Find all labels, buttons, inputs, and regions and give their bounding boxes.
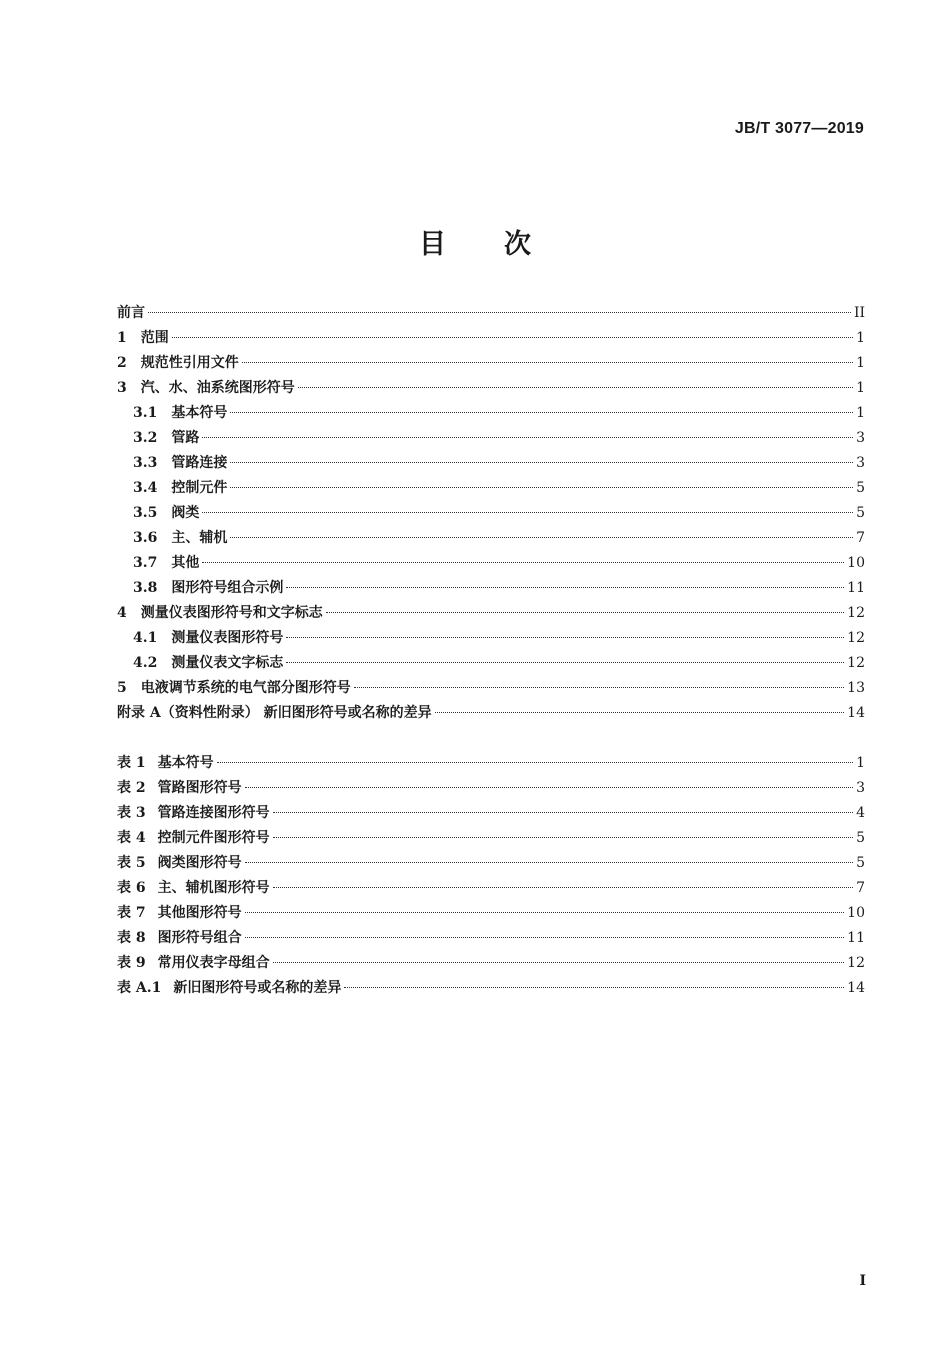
entry-page: 12 (847, 655, 865, 671)
entry-label: 主、辅机图形符号 (157, 880, 270, 896)
entry-page: 13 (847, 680, 865, 696)
entry-number: 2 (117, 355, 127, 371)
table-entry[interactable] (117, 751, 865, 776)
entry-page: 14 (847, 705, 865, 721)
dot-leader (273, 887, 853, 888)
dot-leader (344, 987, 844, 988)
entry-number: 3.3 (133, 455, 158, 471)
entry-page: 14 (847, 980, 865, 996)
entry-page: II (853, 305, 865, 321)
table-entry[interactable] (117, 776, 865, 801)
dot-leader (217, 762, 853, 763)
dot-leader (245, 912, 845, 913)
dot-leader (435, 712, 845, 713)
entry-label: 控制元件图形符号 (157, 830, 270, 846)
dot-leader (286, 662, 844, 663)
table-entry[interactable] (117, 901, 865, 926)
entry-label: 测量仪表图形符号和文字标志 (140, 605, 323, 621)
toc-entry[interactable] (117, 526, 865, 551)
entry-number: 表 A.1 (117, 980, 162, 996)
dot-leader (245, 787, 853, 788)
standard-code: JB/T 3077—2019 (734, 120, 864, 137)
entry-label: 基本符号 (171, 405, 228, 421)
toc-entry[interactable] (117, 551, 865, 576)
table-entry[interactable] (117, 876, 865, 901)
entry-label: 阀类 (171, 505, 200, 521)
contents-list (117, 301, 865, 726)
entry-page: 5 (856, 830, 865, 846)
dot-leader (286, 637, 844, 638)
entry-number: 3.1 (133, 405, 158, 421)
entry-label: 附录 A（资料性附录） 新旧图形符号或名称的差异 (117, 705, 432, 721)
dot-leader (242, 362, 853, 363)
entry-label: 测量仪表文字标志 (171, 655, 284, 671)
dot-leader (354, 687, 844, 688)
dot-leader (326, 612, 844, 613)
entry-page: 1 (856, 355, 865, 371)
table-entry[interactable] (117, 826, 865, 851)
entry-number: 4.1 (133, 630, 158, 646)
entry-label: 主、辅机 (171, 530, 228, 546)
entry-page: 3 (856, 780, 865, 796)
page-number: I (859, 1273, 866, 1289)
dot-leader (286, 587, 844, 588)
entry-label: 规范性引用文件 (140, 355, 239, 371)
toc-entry[interactable] (117, 376, 865, 401)
dot-leader (245, 937, 845, 938)
entry-number: 3.6 (133, 530, 158, 546)
dot-leader (230, 412, 853, 413)
dot-leader (172, 337, 853, 338)
toc-entry[interactable] (117, 451, 865, 476)
dot-leader (273, 962, 845, 963)
dot-leader (230, 462, 853, 463)
entry-number: 表 2 (117, 780, 146, 796)
entry-number: 表 4 (117, 830, 146, 846)
entry-label: 控制元件 (171, 480, 228, 496)
entry-label: 图形符号组合 (157, 930, 242, 946)
dot-leader (245, 862, 853, 863)
entry-number: 3 (117, 380, 127, 396)
table-entry[interactable] (117, 976, 865, 1001)
entry-label: 前言 (117, 305, 145, 321)
entry-page: 1 (856, 380, 865, 396)
entry-label: 测量仪表图形符号 (171, 630, 284, 646)
dot-leader (230, 487, 853, 488)
entry-label: 图形符号组合示例 (171, 580, 284, 596)
toc-entry[interactable] (117, 651, 865, 676)
entry-number: 5 (117, 680, 127, 696)
entry-page: 12 (847, 605, 865, 621)
toc-entry[interactable] (117, 351, 865, 376)
entry-number: 1 (117, 330, 127, 346)
entry-page: 12 (847, 630, 865, 646)
toc-entry[interactable] (117, 626, 865, 651)
dot-leader (148, 312, 851, 313)
entry-page: 1 (856, 405, 865, 421)
entry-page: 7 (856, 530, 865, 546)
tables-list (117, 751, 865, 1001)
dot-leader (202, 437, 853, 438)
entry-page: 4 (856, 805, 865, 821)
entry-label: 管路连接 (171, 455, 228, 471)
table-entry[interactable] (117, 926, 865, 951)
entry-page: 3 (856, 430, 865, 446)
entry-page: 12 (847, 955, 865, 971)
entry-page: 1 (856, 755, 865, 771)
dot-leader (273, 812, 853, 813)
entry-page: 3 (856, 455, 865, 471)
entry-number: 4.2 (133, 655, 158, 671)
toc-entry[interactable] (117, 326, 865, 351)
toc-entry[interactable] (117, 426, 865, 451)
entry-page: 5 (856, 505, 865, 521)
table-entry[interactable] (117, 951, 865, 976)
toc-entry[interactable] (117, 476, 865, 501)
dot-leader (202, 512, 853, 513)
entry-label: 管路图形符号 (157, 780, 242, 796)
entry-number: 表 7 (117, 905, 146, 921)
page-title: 目次 (419, 229, 589, 260)
entry-number: 表 6 (117, 880, 146, 896)
toc-entry[interactable] (117, 401, 865, 426)
entry-number: 3.2 (133, 430, 158, 446)
toc-entry[interactable] (117, 601, 865, 626)
entry-number: 表 9 (117, 955, 146, 971)
entry-page: 10 (847, 905, 865, 921)
table-entry[interactable] (117, 801, 865, 826)
toc-entry[interactable] (117, 701, 865, 726)
entry-label: 其他 (171, 555, 200, 571)
entry-page: 7 (856, 880, 865, 896)
entry-label: 常用仪表字母组合 (157, 955, 270, 971)
entry-number: 表 3 (117, 805, 146, 821)
table-entry[interactable] (117, 851, 865, 876)
entry-label: 阀类图形符号 (157, 855, 242, 871)
entry-number: 3.7 (133, 555, 158, 571)
entry-label: 汽、水、油系统图形符号 (140, 380, 295, 396)
toc-entry[interactable] (117, 301, 865, 326)
toc-entry[interactable] (117, 501, 865, 526)
entry-number: 表 5 (117, 855, 146, 871)
entry-page: 11 (847, 930, 865, 946)
entry-label: 基本符号 (157, 755, 214, 771)
toc-entry[interactable] (117, 576, 865, 601)
dot-leader (298, 387, 853, 388)
entry-page: 5 (856, 480, 865, 496)
entry-number: 3.5 (133, 505, 158, 521)
entry-number: 4 (117, 605, 127, 621)
entry-number: 表 8 (117, 930, 146, 946)
dot-leader (273, 837, 853, 838)
entry-number: 3.4 (133, 480, 158, 496)
entry-page: 1 (856, 330, 865, 346)
entry-page: 5 (856, 855, 865, 871)
entry-label: 范围 (140, 330, 169, 346)
entry-number: 3.8 (133, 580, 158, 596)
entry-label: 管路连接图形符号 (157, 805, 270, 821)
dot-leader (202, 562, 844, 563)
entry-page: 11 (847, 580, 865, 596)
entry-label: 其他图形符号 (157, 905, 242, 921)
toc-entry[interactable] (117, 676, 865, 701)
entry-page: 10 (847, 555, 865, 571)
dot-leader (230, 537, 853, 538)
entry-number: 表 1 (117, 755, 146, 771)
entry-label: 电液调节系统的电气部分图形符号 (140, 680, 351, 696)
entry-label: 新旧图形符号或名称的差异 (173, 980, 342, 996)
entry-label: 管路 (171, 430, 200, 446)
